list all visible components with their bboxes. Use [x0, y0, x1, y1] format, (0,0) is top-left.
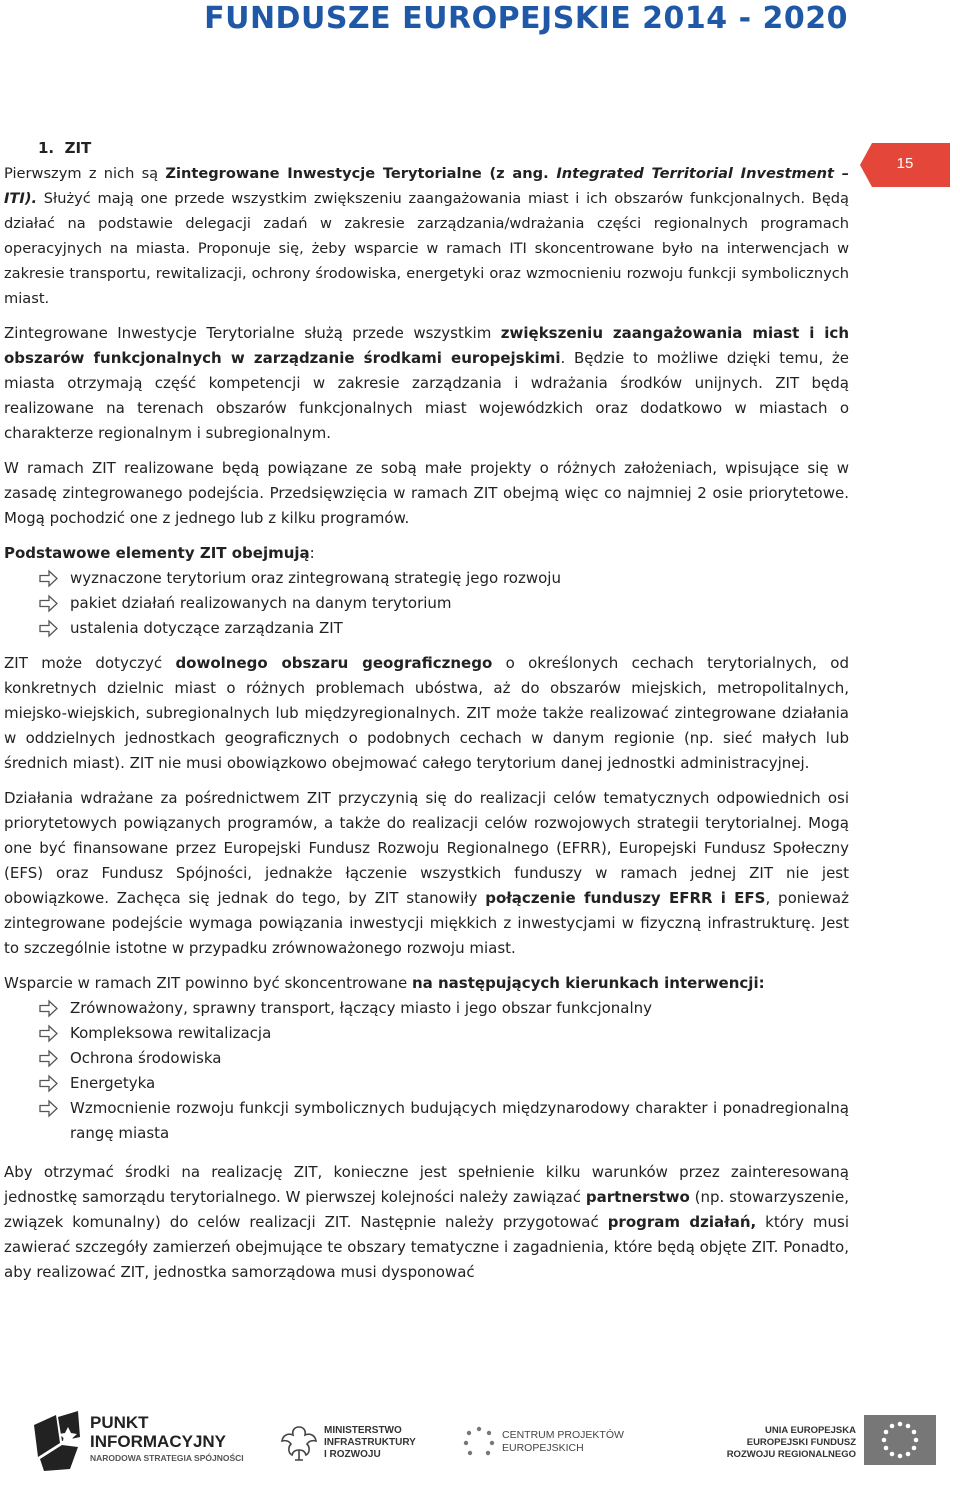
logo3-line2: EUROPEJSKICH: [502, 1442, 584, 1454]
section-number: 1.: [38, 139, 55, 157]
arrow-right-icon: [38, 1046, 60, 1071]
list-item: Ochrona środowiska: [4, 1046, 849, 1071]
page-number-badge: [860, 143, 950, 187]
directions-list: [4, 996, 849, 1146]
paragraph-iti-intro: Pierwszym z nich są Zintegrowane Inwestycje Terytorialne (z ang. Integrated Territorial Investment – ITI). Służyć mają one przede wszystkim zwiększeniu zaangażowania miast i ich obszarów funkcjonalnych. Będą działać na podstawie delegacji zadań w zakresie zarządzania/wdrażania części regionalnych programach operacyjnych na miasta. Proponuje się, żeby wsparcie w ramach ITI skoncentrowane było na interwencjach w zakresie transportu, rewitalizacji, ochrony środowiska, energetyki oraz wzmocnieniu rozwoju funkcji symbolicznych miast.: [4, 165, 849, 307]
arrow-right-icon: [38, 566, 60, 591]
logo2-line1: MINISTERSTWO: [324, 1425, 402, 1436]
section-title: ZIT: [64, 139, 92, 157]
paragraph-zit-conditions: Aby otrzymać środki na realizację ZIT, konieczne jest spełnienie kilku warunków przez zainteresowaną jednostkę samorządu terytorialnego. W pierwszej kolejności należy zawiązać partnerstwo (np. stowarzyszenie, związek komunalny) do celów realizacji ZIT. Następnie należy przygotować program działań, który musi zawierać szczegóły zamierzeń obejmujące te obszary tematyczne i zagadnienia, które będą objęte ZIT. Ponadto, aby realizować ZIT, jednostka samorządowa musi dysponować: [4, 1163, 850, 1281]
directions-heading: Wsparcie w ramach ZIT powinno być skoncentrowane na następujących kierunkach interwencji:: [4, 974, 765, 992]
list-item: wyznaczone terytorium oraz zintegrowaną strategię jego rozwoju: [4, 566, 849, 591]
logo3-line1: CENTRUM PROJEKTÓW: [502, 1429, 624, 1441]
arrow-right-icon: [38, 1021, 60, 1046]
list-item: Energetyka: [4, 1071, 849, 1096]
list-item: pakiet działań realizowanych na danym terytorium: [4, 591, 849, 616]
ministerstwo-logo: [280, 1423, 440, 1473]
nss-emblem-icon: [30, 1407, 86, 1473]
paragraph-zit-scope: ZIT może dotyczyć dowolnego obszaru geograficznego o określonych cechach terytorialnych, od konkretnych dzielnic miast o różnych problemach ubóstwa, aż do obszarów miejskich, metropolitalnych, miejsko-wiejskich, subregionalnych lub międzyregionalnych. ZIT może także realizować zintegrowane działania w oddzielnych jednostkach geograficznych o podobnych cechach w danym regionie (np. sieć małych lub średnich miast). ZIT nie musi obowiązkowo obejmować całego terytorium danej jednostki administracyjnej.: [4, 654, 849, 772]
paragraph-zit-purpose: Zintegrowane Inwestycje Terytorialne służą przede wszystkim zwiększeniu zaangażowania miast i ich obszarów funkcjonalnych w zarządzanie środkami europejskimi. Będzie to możliwe dzięki temu, że miasta otrzymają część kompetencji w zakresie zarządzania i wdrażania środków unijnych. ZIT będą realizowane na terenach obszarów funkcjonalnych miast wojewódzkich oraz dodatkowo w miastach o charakterze regionalnym i subregionalnym.: [4, 324, 849, 442]
list-item: Wzmocnienie rozwoju funkcji symbolicznych budujących międzynarodowy charakter i ponadregionalną rangę miasta: [4, 1096, 849, 1146]
list-item: ustalenia dotyczące zarządzania ZIT: [4, 616, 849, 641]
logo1-line2: INFORMACYJNY: [90, 1432, 227, 1451]
logo1-line1: PUNKT: [90, 1413, 149, 1432]
cpe-logo: [462, 1425, 632, 1465]
logo4-line3: ROZWOJU REGIONALNEGO: [726, 1449, 856, 1460]
logo4-line1: UNIA EUROPEJSKA: [765, 1425, 856, 1436]
elements-list: [4, 566, 849, 641]
eu-flag-icon: [864, 1415, 936, 1465]
eu-efrr-logo: [640, 1423, 940, 1473]
paragraph-zit-funding: Działania wdrażane za pośrednictwem ZIT przyczynią się do realizacji celów tematycznych odpowiednich osi priorytetowych powiązanych programów, a także do realizacji celów rozwojowych strategii terytorialnej. Mogą one być finansowane przez Europejski Fundusz Rozwoju Regionalnego (EFRR), Europejski Fundusz Społeczny (EFS) oraz Fundusz Spójności, jednakże łączenie wszystkich funduszy w ramach jednej ZIT nie jest obowiązkowe. Zachęca się jednak do tego, by ZIT stanowiły połączenie funduszy EFRR i EFS, ponieważ zintegrowane podejście wymaga powiązania inwestycji miękkich z inwestycjami w fizyczną infrastrukturę. Jest to szczególnie istotne w przypadku zrównoważonego rozwoju miast.: [4, 789, 849, 957]
logo2-line3: I ROZWOJU: [324, 1449, 381, 1460]
footer-logos: [0, 1395, 960, 1490]
paragraph-zit-projects: W ramach ZIT realizowane będą powiązane ze sobą małe projekty o różnych założeniach, wpisujące się w zasadę zintegrowanego podejścia. Przedsięwzięcia w ramach ZIT obejmą więc co najmniej 2 osie priorytetowe. Mogą pochodzić one z jednego lub z kilku programów.: [4, 459, 849, 527]
list-item: Zrównoważony, sprawny transport, łączący miasto i jego obszar funkcjonalny: [4, 996, 849, 1021]
arrow-right-icon: [38, 1096, 60, 1121]
document-header-title: FUNDUSZE EUROPEJSKIE 2014 - 2020: [204, 1, 848, 36]
logo1-line3: NARODOWA STRATEGIA SPÓJNOŚCI: [90, 1453, 244, 1463]
elements-heading: Podstawowe elementy ZIT obejmują:: [4, 544, 315, 562]
arrow-right-icon: [38, 616, 60, 641]
arrow-right-icon: [38, 1071, 60, 1096]
document-body: [4, 136, 849, 1285]
punkt-informacyjny-logo: [30, 1407, 270, 1477]
logo4-line2: EUROPEJSKI FUNDUSZ: [746, 1437, 856, 1448]
arrow-right-icon: [38, 996, 60, 1021]
page-number: 15: [896, 155, 914, 172]
logo2-line2: INFRASTRUKTURY: [324, 1437, 416, 1448]
arrow-right-icon: [38, 591, 60, 616]
list-item: Kompleksowa rewitalizacja: [4, 1021, 849, 1046]
eagle-emblem-icon: [280, 1423, 318, 1463]
cpe-stars-icon: [462, 1425, 496, 1459]
section-heading: [4, 136, 849, 161]
